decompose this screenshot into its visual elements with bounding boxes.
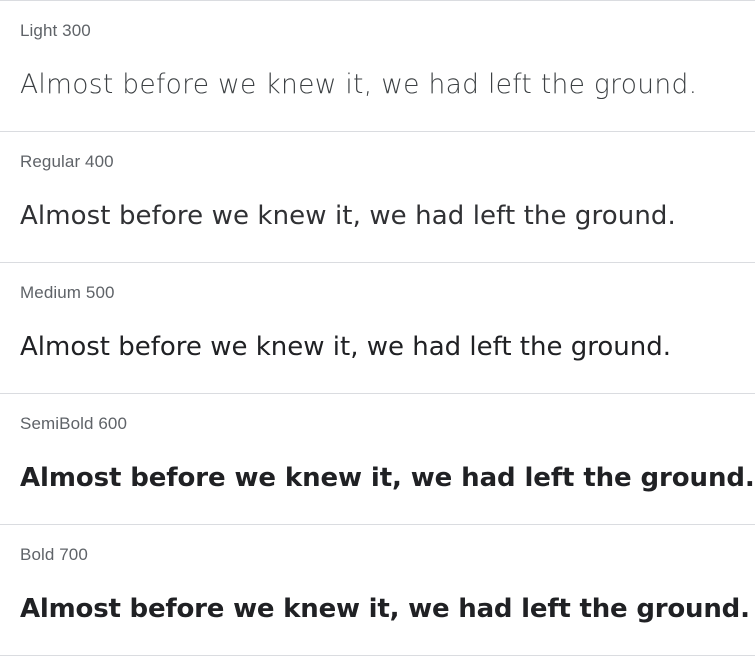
style-label: Regular 400 — [20, 152, 114, 171]
font-style-row-bold — [0, 525, 755, 656]
style-label: Medium 500 — [20, 283, 115, 302]
font-style-row-regular — [0, 132, 755, 263]
style-label: Bold 700 — [20, 545, 88, 564]
style-sample-text[interactable]: Almost before we knew it, we had left the ground. — [20, 201, 676, 231]
font-style-row-semibold — [0, 394, 755, 525]
style-label: Light 300 — [20, 21, 91, 40]
style-sample-text[interactable]: Almost before we knew it, we had left the ground. — [20, 69, 698, 100]
style-sample-text[interactable]: Almost before we knew it, we had left the ground. — [20, 463, 755, 493]
style-label: SemiBold 600 — [20, 414, 128, 433]
font-style-row-medium — [0, 263, 755, 394]
style-sample-text[interactable]: Almost before we knew it, we had left the ground. — [20, 594, 750, 624]
style-sample-text[interactable]: Almost before we knew it, we had left the ground. — [20, 332, 671, 362]
font-style-row-light — [0, 1, 755, 132]
